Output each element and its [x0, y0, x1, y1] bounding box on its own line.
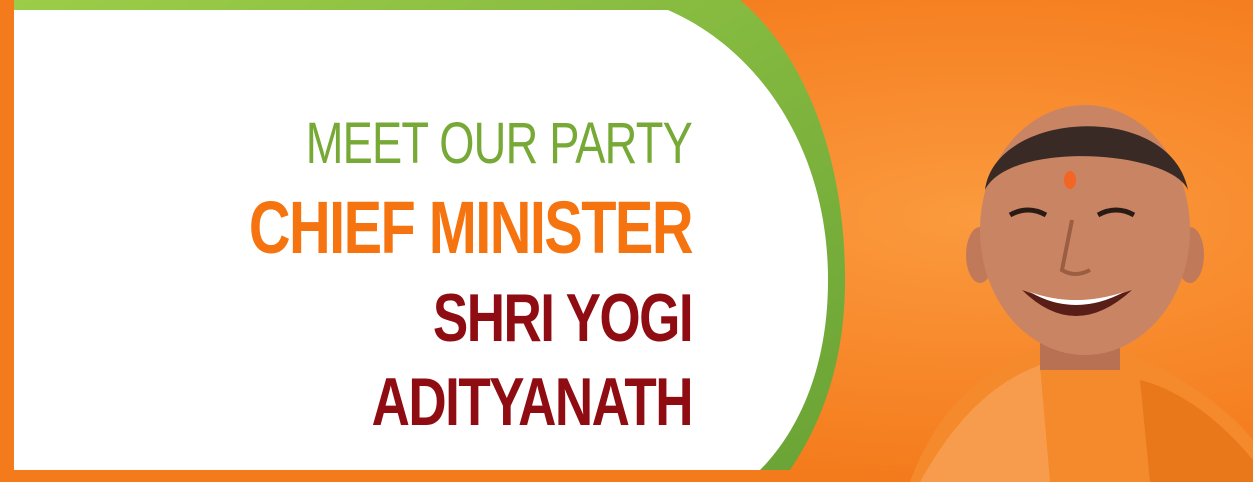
- tilak: [1064, 171, 1076, 189]
- headline-line-3: SHRI YOGI ADITYANATH: [371, 280, 692, 440]
- headline-line-1: MEET OUR PARTY: [305, 111, 692, 176]
- headline-line-2: CHIEF MINISTER: [248, 186, 692, 269]
- man-portrait-icon: [900, 80, 1253, 482]
- headline-block: [183, 108, 692, 444]
